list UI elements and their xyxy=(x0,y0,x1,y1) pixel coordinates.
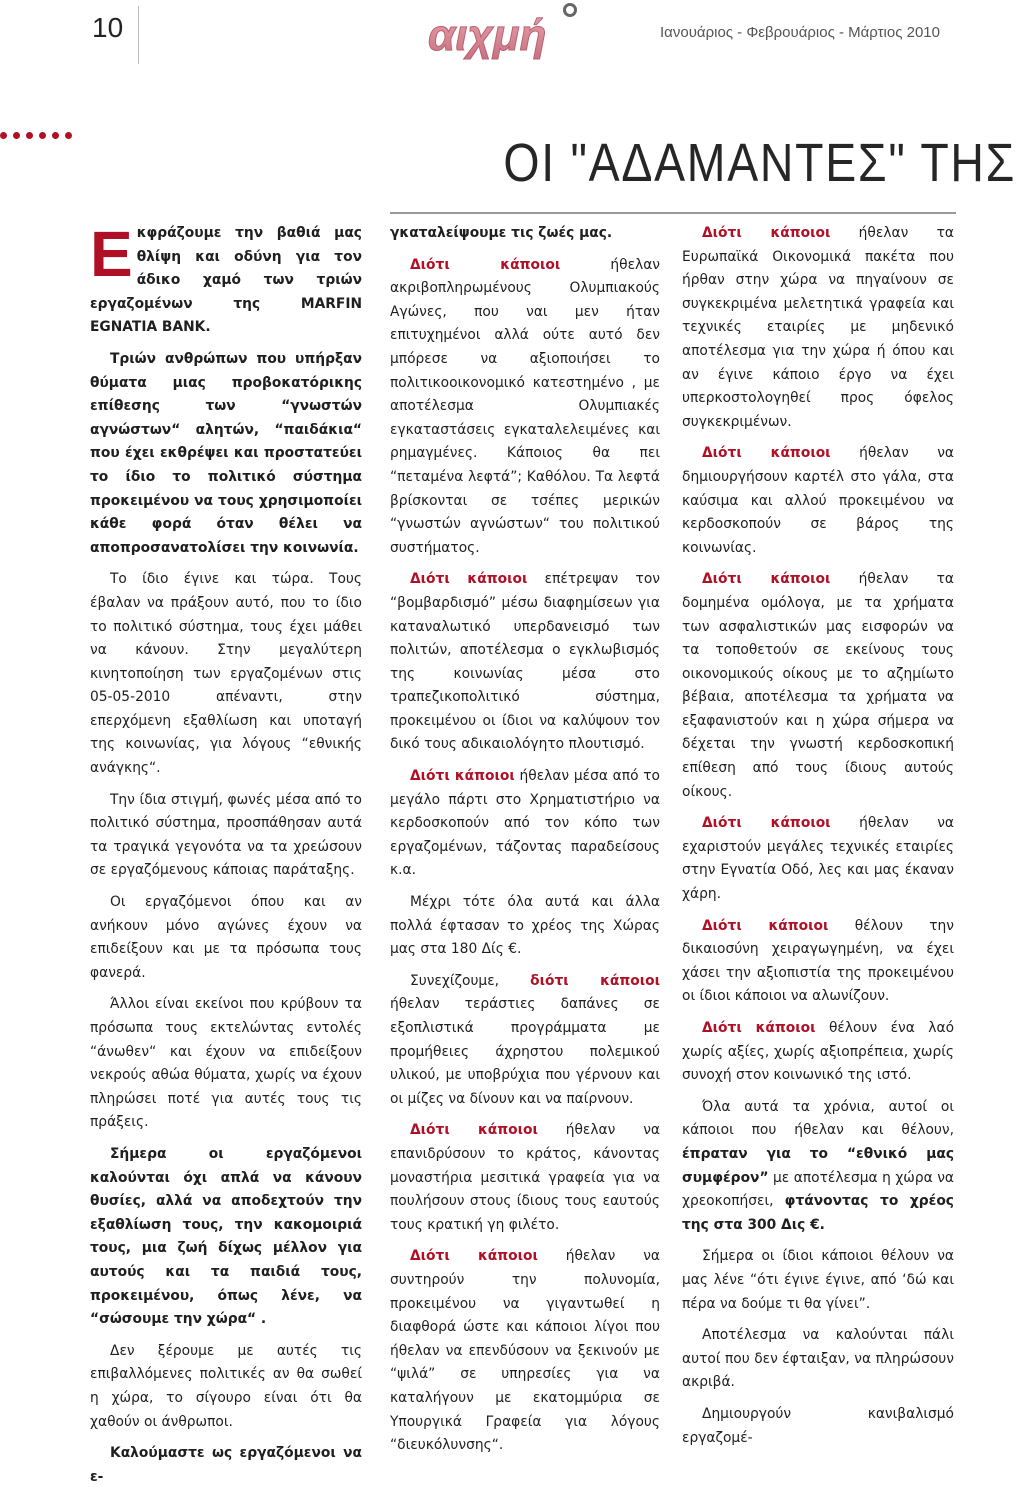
header-divider xyxy=(138,6,139,64)
col3-para-5: θέλουν την δικαιοσύνη χειραγωγημένη, να έχει χάσει την αξιοπιστία της προκειμένου οι ίδιοι κάποιοι να αλωνίζουν. xyxy=(682,917,954,1005)
drop-cap: Ε xyxy=(90,218,133,290)
col3-para-1: ήθελαν τα Ευρωπαϊκά Οικονομικά πακέτα που ήρθαν στην χώρα να πηγαίνουν σε συγκεκριμένα μελετητικά γραφεία και τεχνικές εταιρίες με μηδενικό αποτέλεσμα για την χώρα ή όπου και αν έγινε κάποιο έργο να έχει υπερκοστολογηθεί προς όφελος συγκεκριμένων. xyxy=(682,225,954,430)
keyword: Διότι κάποιοι xyxy=(410,571,528,588)
col3-para-4: ήθελαν να εχαριστούν μεγάλες τεχνικές εταιρίες στην Εγνατία Οδό, λες και μας έκαναν χάρη. xyxy=(682,815,955,903)
keyword: Διότι κάποιοι xyxy=(702,815,831,832)
col3-para-7c: με αποτέλεσμα η χώρα να χρεοκοπήσει, xyxy=(682,1169,954,1210)
headline-rule xyxy=(390,212,956,214)
col3-para-7b: έπραταν για το “εθνικό μας συμφέρον” xyxy=(682,1145,954,1186)
col2-para-5: Μέχρι τότε όλα αυτά και άλλα πολλά έφτασαν το χρέος της Χώρας μας στα 180 Δίς €. xyxy=(390,894,660,958)
keyword: Διότι κάποιοι xyxy=(410,1122,538,1139)
col3-para-7a: Όλα αυτά τα χρόνια, αυτοί οι κάποιοι που ήθελαν και θέλουν, xyxy=(682,1098,954,1139)
col2-para-1: γκαταλείψουμε τις ζωές μας. xyxy=(390,225,613,241)
col2-para-7: ήθελαν να επανιδρύσουν το κράτος, κάνοντας μοναστήρια μεσιτικά γραφεία για να πουλήσουν στους ίδιους τους εαυτούς τους κρατική γη φιλέτο. xyxy=(390,1122,660,1233)
column-1 xyxy=(90,218,362,1497)
col3-para-10: Δημιουργούν κανιβαλισμό εργαζομέ- xyxy=(682,1405,954,1446)
col2-para-6b: ήθελαν τεράστιες δαπάνες σε εξοπλιστικά προγράμματα με προμήθειες άχρηστου πολεμικού υλικού, με υποβρύχια που γέρνουν και οι μίζες να δίνουν και να παίρνουν. xyxy=(390,996,660,1107)
col1-para-7: Σήμερα οι εργαζόμενοι καλούνται όχι απλά να κάνουν θυσίες, αλλά να αποδεχτούν την εξαθλίωση τους, την κακομοιριά τους, μια ζωή δίχως μέλλον για αυτούς και τα παιδιά τους, προκειμένου, όπως λένε, να “σώσουμε την χώρα“ . xyxy=(90,1145,362,1328)
col3-para-9: Αποτέλεσμα να καλούνται πάλι αυτοί που δεν έφταιξαν, να πληρώσουν ακριβά. xyxy=(682,1327,954,1391)
keyword: Διότι κάποιοι xyxy=(702,1020,816,1036)
logo-text: αιχμή xyxy=(428,11,547,60)
col3-para-2: ήθελαν να δημιουργήσουν καρτέλ στο γάλα, στα καύσιμα και αλλού προκειμένου να κερδοσκοπούν σε βάρος της κοινωνίας. xyxy=(682,445,955,556)
col3-para-6: θέλουν ένα λαό χωρίς αξίες, χωρίς αξιοπρέπεια, χωρίς συνοχή στον κοινωνικό της ιστό. xyxy=(682,1020,955,1084)
col2-para-2: ήθελαν ακριβοπληρωμένους Ολυμπιακούς Αγώνες, που ναι μεν ήταν επιτυχημένοι αλλά ούτε αυτό δεν μπόρεσε να αξιοποιήσει το πολιτικοοικονομικό κατεστημένο , με αποτέλεσμα Ολυμπιακές εγκαταστάσεις εγκαταλελειμένες και ρημαγμένες. Κάποιος θα πει “πεταμένα λεφτά”; Καθόλου. Τα λεφτά βρίσκονται σε τσέπες μερικών “γνωστών αγνώστων“ του πολιτικού συστήματος. xyxy=(390,256,661,556)
col1-para-8: Δεν ξέρουμε με αυτές τις επιβαλλόμενες πολιτικές αν θα σωθεί η χώρα, το σίγουρο είναι ότι θα χαθούν οι άνθρωποι. xyxy=(90,1342,362,1430)
keyword: Διότι κάποιοι xyxy=(702,917,829,934)
page-header xyxy=(0,0,960,70)
column-2 xyxy=(390,222,660,1466)
decorative-dots xyxy=(0,124,80,138)
col1-para-9: Καλούμαστε ως εργαζόμενοι να ε- xyxy=(90,1445,362,1485)
col2-para-6a: Συνεχίζουμε, xyxy=(410,972,531,989)
keyword: Διότι κάποιοι xyxy=(410,1248,538,1265)
col1-para-6: Άλλοι είναι εκείνοι που κρύβουν τα πρόσωπα τους εκτελώντας εντολές “άνωθεν“ και έχουν να επιδείξουν νεκρούς αθώα θύματα, χωρίς να έχουν πληρώσει ποτέ για αυτές τους τις πράξεις. xyxy=(90,996,362,1131)
column-3 xyxy=(682,222,954,1458)
aixmi-logo xyxy=(420,0,590,62)
col3-para-3: ήθελαν τα δομημένα ομόλογα, με τα χρήματα των ασφαλιστικών μας εισφορών να τα τοποθετούν σε εκείνους τους οικονομικούς οίκους με το αζημίωτο βέβαια, αποτέλεσμα τα χρήματα να εξαφανιστούν και η χώρα σήμερα να δέχεται την γνωστή κερδοσκοπική επίθεση από τους ίδιους αυτούς οίκους. xyxy=(682,571,954,800)
col1-para-5: Οι εργαζόμενοι όπου και αν ανήκουν μόνο αγώνες έχουν να επιδείξουν και με τα πρόσωπα τους φανερά. xyxy=(90,894,362,981)
page-number: 10 xyxy=(92,12,124,43)
col1-para-3: Το ίδιο έγινε και τώρα. Τους έβαλαν να πράξουν αυτό, που το ίδιο το πολιτικό σύστημα, τους έχει μάθει να κάνουν. Στην μεγαλύτερη κινητοποίηση των εργαζομένων στις 05-05-2010 απέναντι, στην επερχόμενη εξαθλίωση και υποταγή της κοινωνίας, για λόγους “εθνικής ανάγκης“. xyxy=(90,571,362,777)
article-headline: ΟΙ "ΑΔΑΜΑΝΤΕΣ" ΤΗΣ xyxy=(503,133,1016,193)
keyword: Διότι κάποιοι xyxy=(410,768,515,785)
col3-para-8: Σήμερα οι ίδιοι κάποιοι θέλουν να μας λένε “ότι έγινε έγινε, από ‘δώ και πέρα να δούμε τι θα γίνει”. xyxy=(682,1248,954,1312)
col2-para-8: ήθελαν να συντηρούν την πολυνομία, προκειμένου να γιγαντωθεί η διαφθορά ώστε και κάποιοι λίγοι που ήθελαν να επενδύσουν να ξεκινούν με “ψιλά” σε υπηρεσίες για να καταλήγουν με εκατομμύρια σε Υπουργικά Γραφεία για λόγους “διευκόλυνσης“. xyxy=(390,1248,660,1454)
keyword: Διότι κάποιοι xyxy=(410,256,561,273)
issue-date: Ιανουάριος - Φεβρουάριος - Μάρτιος 2010 xyxy=(660,24,940,41)
keyword: Διότι κάποιοι xyxy=(702,225,831,241)
keyword: Διότι κάποιοι xyxy=(702,571,831,588)
col2-para-3: επέτρεψαν τον “βομβαρδισμό” μέσω διαφημίσεων για καταναλωτικό υπερδανεισμό των πολιτών, αποτέλεσμα ο εγκλωβισμός της κοινωνίας μέσα στο τραπεζικοπολιτικό σύστημα, προκειμένου οι ίδιοι να καλύψουν τον δικό τους αδικαιολόγητο πλουτισμό. xyxy=(390,571,661,753)
col1-para-2: Τριών ανθρώπων που υπήρξαν θύματα μιας προβοκατόρικης επίθεσης των “γνωστών αγνώστων“ αλητών, “παιδάκια“ που έχει εκθρέψει και προστατεύει το ίδιο το πολιτικό σύστημα προκειμένου να τους χρησιμοποίει κάθε φορά όταν θέλει να αποπροσανατολίσει την κοινωνία. xyxy=(90,350,362,556)
keyword: διότι κάποιοι xyxy=(530,972,660,989)
col1-para-4: Την ίδια στιγμή, φωνές μέσα από το πολιτικό σύστημα, προσπάθησαν αυτά τα τραγικά γεγονότα να τα χρεώσουν σε εργαζόμενους κάποιας παράταξης. xyxy=(90,791,362,879)
col2-para-4: ήθελαν μέσα από το μεγάλο πάρτι στο Χρηματιστήριο να κερδοσκοπούν από τον κόπο των εργαζομένων, τάζοντας παραδείσους κ.α. xyxy=(390,768,660,879)
col3-para-7d: φτάνοντας το χρέος της στα 300 Δις €. xyxy=(682,1193,954,1233)
keyword: Διότι κάποιοι xyxy=(702,445,831,462)
col1-para-1: κφράζουμε την βαθιά μας θλίψη και οδύνη για τον άδικο χαμό των τριών εργαζομένων της MARFIN EGNATIA BANK. xyxy=(90,225,362,336)
